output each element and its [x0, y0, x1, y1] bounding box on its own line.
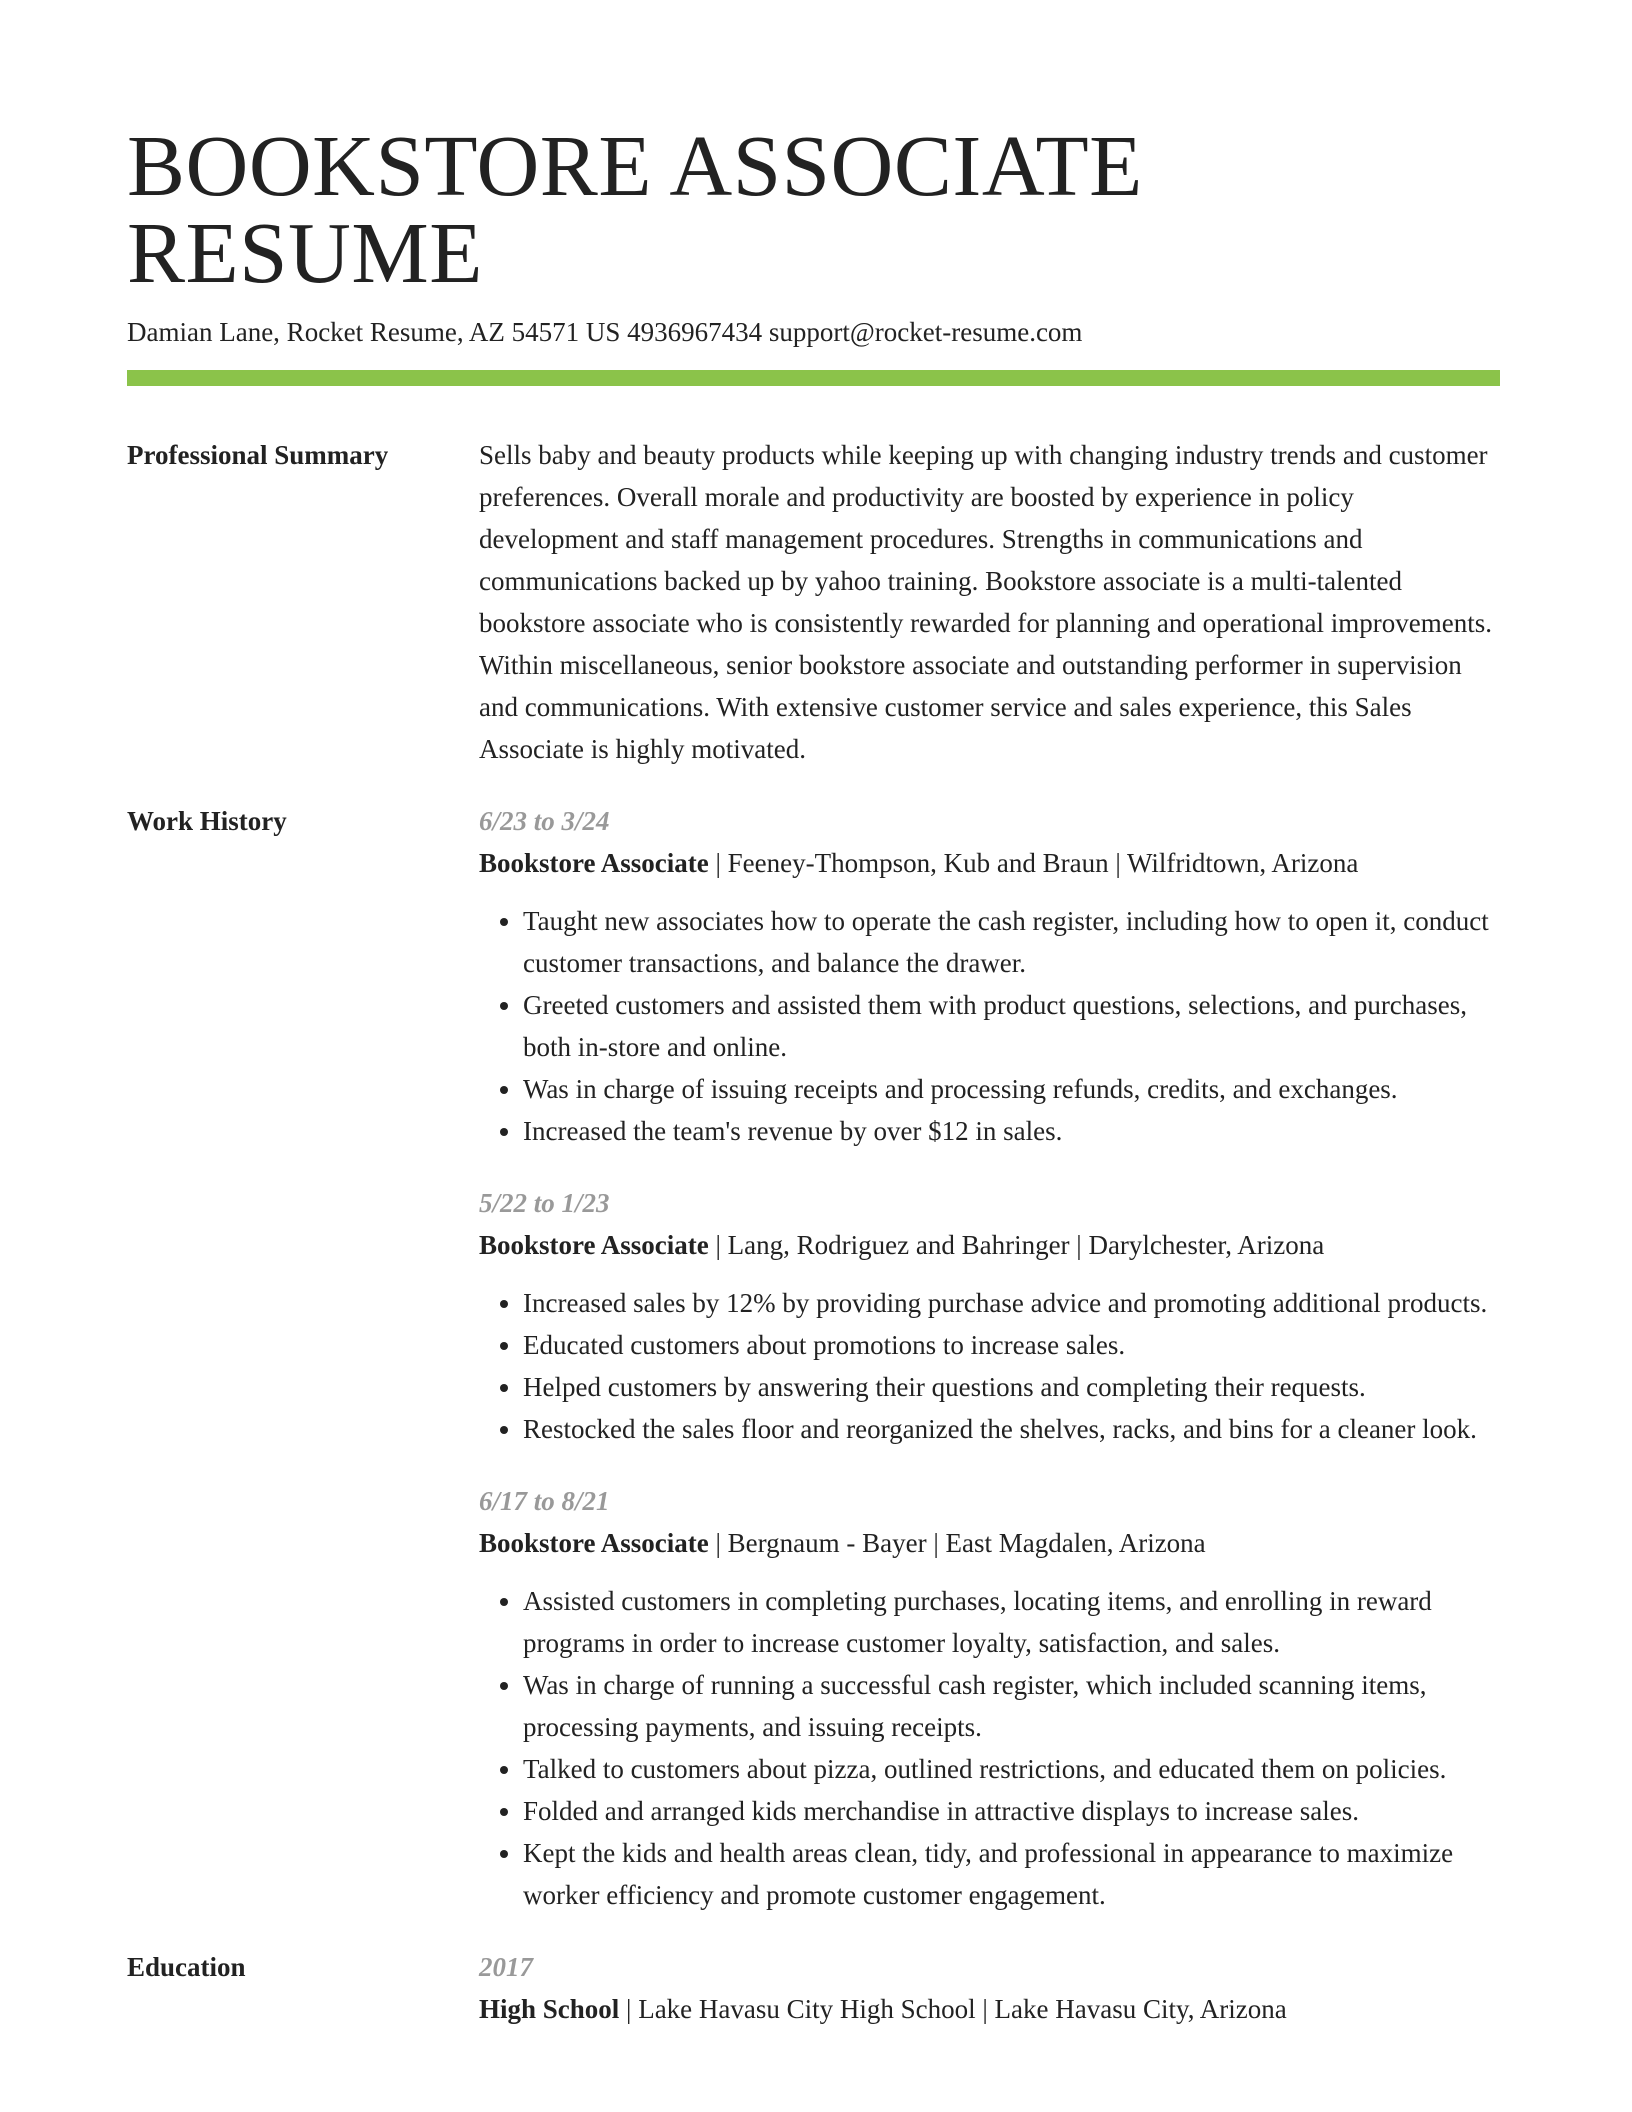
- job-date: 6/23 to 3/24: [479, 806, 610, 837]
- job-details: | Lang, Rodriguez and Bahringer | Darylchester, Arizona: [708, 1230, 1325, 1261]
- section-label-work-history: Work History: [127, 806, 287, 837]
- education-details: | Lake Havasu City High School | Lake Havasu City, Arizona: [619, 1994, 1287, 2025]
- job-bullet: • Educated customers about promotions to increase sales.: [523, 1324, 1500, 1366]
- job-bullet: • Talked to customers about pizza, outlined restrictions, and educated them on policies.: [523, 1748, 1500, 1790]
- job-bullet: • Taught new associates how to operate the cash register, including how to open it, conduct customer transactions, and balance the drawer.: [523, 900, 1500, 984]
- job-role: Bookstore Associate: [479, 848, 709, 879]
- job-bullet: • Restocked the sales floor and reorganized the shelves, racks, and bins for a cleaner look.: [523, 1408, 1500, 1450]
- accent-divider: [127, 370, 1500, 386]
- education-section: [127, 1946, 1505, 2030]
- summary-text: Sells baby and beauty products while keeping up with changing industry trends and customer preferences. Overall morale and productivity are boosted by experience in policy development and staff management procedures. Strengths in communications and communications backed up by yahoo training. Bookstore associate is a multi-talented bookstore associate who is consistently rewarded for planning and operational improvements. Within miscellaneous, senior bookstore associate and outstanding performer in supervision and communications. With extensive customer service and sales experience, this Sales Associate is highly motivated.: [479, 440, 1492, 765]
- education-degree: High School: [479, 1994, 620, 2025]
- education-body: [479, 1946, 1500, 2030]
- job-bullet: • Folded and arranged kids merchandise in attractive displays to increase sales.: [523, 1790, 1500, 1832]
- job-entry: [479, 800, 1500, 1152]
- section-label-summary: Professional Summary: [127, 440, 389, 471]
- contact-line: Damian Lane, Rocket Resume, AZ 54571 US 4936967434 support@rocket-resume.com: [127, 317, 1083, 347]
- work-history-body: [479, 800, 1500, 1916]
- job-role: Bookstore Associate: [479, 1230, 709, 1261]
- job-bullet: • Increased the team's revenue by over $12 in sales.: [523, 1110, 1500, 1152]
- job-bullet: • Greeted customers and assisted them with product questions, selections, and purchases, both in-store and online.: [523, 984, 1500, 1068]
- summary-section: [127, 434, 1505, 770]
- job-role: Bookstore Associate: [479, 1528, 709, 1559]
- job-entry: [479, 1480, 1500, 1916]
- section-label-education: Education: [127, 1952, 246, 1983]
- job-bullets: [479, 1282, 1500, 1450]
- job-details: | Feeney-Thompson, Kub and Braun | Wilfridtown, Arizona: [708, 848, 1359, 879]
- summary-body: [479, 434, 1500, 770]
- education-line: [479, 1988, 1500, 2030]
- resume-title: BOOKSTORE ASSOCIATE RESUME: [127, 117, 1143, 301]
- job-bullets: [479, 900, 1500, 1152]
- job-bullets: [479, 1580, 1500, 1916]
- job-entry: [479, 1182, 1500, 1450]
- job-bullet: • Kept the kids and health areas clean, tidy, and professional in appearance to maximize worker efficiency and promote customer engagement.: [523, 1832, 1500, 1916]
- work-history-section: [127, 800, 1505, 1916]
- job-bullet: • Assisted customers in completing purchases, locating items, and enrolling in reward programs in order to increase customer loyalty, satisfaction, and sales.: [523, 1580, 1500, 1664]
- job-details: | Bergnaum - Bayer | East Magdalen, Arizona: [708, 1528, 1206, 1559]
- education-date: 2017: [479, 1952, 533, 1983]
- job-bullet: • Was in charge of running a successful cash register, which included scanning items, processing payments, and issuing receipts.: [523, 1664, 1500, 1748]
- job-title-line: [479, 1522, 1500, 1564]
- job-title-line: [479, 1224, 1500, 1266]
- job-bullet: • Helped customers by answering their questions and completing their requests.: [523, 1366, 1500, 1408]
- job-title-line: [479, 842, 1500, 884]
- job-date: 5/22 to 1/23: [479, 1188, 610, 1219]
- job-date: 6/17 to 8/21: [479, 1486, 610, 1517]
- job-bullet: • Increased sales by 12% by providing purchase advice and promoting additional products.: [523, 1282, 1500, 1324]
- job-bullet: • Was in charge of issuing receipts and processing refunds, credits, and exchanges.: [523, 1068, 1500, 1110]
